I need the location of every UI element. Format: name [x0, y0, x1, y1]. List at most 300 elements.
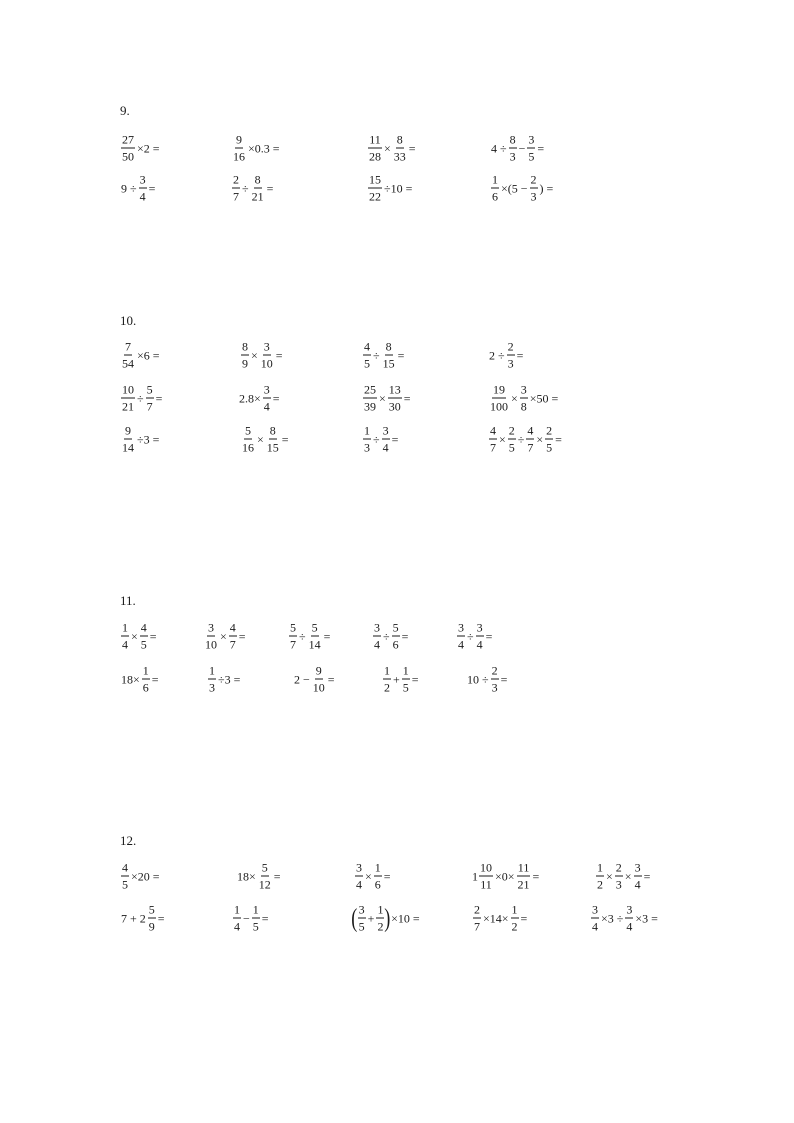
fraction [146, 384, 154, 413]
fraction-numerator: 4 [229, 620, 236, 635]
fraction-denominator: 15 [382, 356, 395, 371]
expression-text: = [643, 869, 651, 883]
fraction-numerator: 11 [369, 132, 381, 147]
fraction-denominator: 4 [382, 440, 389, 455]
expression-text: × [624, 869, 632, 883]
math-expression [372, 622, 409, 651]
fraction-denominator: 15 [266, 440, 279, 455]
expression-text: 4 ÷ [491, 141, 507, 155]
expression-text: ÷10 = [384, 181, 413, 195]
expression-text: = [532, 869, 540, 883]
fraction-numerator: 3 [634, 860, 641, 875]
fraction [121, 134, 135, 163]
fraction [368, 174, 382, 203]
fraction-numerator: 2 [546, 423, 553, 438]
expression-text: ) = [539, 181, 554, 195]
expression-text: = [273, 869, 281, 883]
expression-text: − [243, 911, 250, 925]
fraction-numerator: 2 [491, 663, 498, 678]
fraction-numerator: 13 [388, 382, 401, 397]
fraction [142, 665, 150, 694]
math-expression [240, 341, 284, 370]
math-expression [120, 665, 160, 694]
parenthesis: ) [384, 903, 391, 932]
expression-text: ÷ [467, 629, 474, 643]
fraction [233, 904, 241, 933]
fraction-denominator: 5 [364, 356, 370, 371]
fraction-numerator: 15 [369, 172, 381, 187]
fraction-numerator: 1 [142, 663, 149, 678]
expression-text: 7 + 2 [121, 911, 146, 925]
fraction-numerator: 1 [374, 860, 381, 875]
math-expression [120, 134, 161, 163]
fraction [376, 904, 384, 933]
math-expression [488, 425, 563, 454]
math-expression [120, 425, 160, 454]
expression-text: = [266, 181, 274, 195]
math-expression [236, 862, 282, 891]
math-expression [367, 134, 417, 163]
expression-text: = [155, 391, 163, 405]
fraction-denominator: 4 [139, 189, 146, 204]
fraction-numerator: 5 [148, 902, 155, 917]
expression-text: ×6 = [137, 348, 160, 362]
expression-text: ÷ [373, 432, 380, 446]
fraction-numerator: 4 [490, 423, 496, 438]
expression-text: × [499, 432, 506, 446]
fraction-denominator: 16 [242, 440, 254, 455]
fraction-numerator: 7 [125, 339, 131, 354]
fraction [382, 425, 390, 454]
expression-text: × [220, 629, 227, 643]
fraction-denominator: 6 [492, 189, 498, 204]
fraction [121, 862, 129, 891]
math-expression [231, 134, 281, 163]
expression-text: = [397, 348, 405, 362]
fraction [252, 904, 260, 933]
fraction-numerator: 5 [311, 620, 318, 635]
fraction-denominator: 2 [384, 680, 390, 695]
fraction [530, 174, 538, 203]
fraction-numerator: 10 [480, 860, 492, 875]
fraction [615, 862, 623, 891]
expression-text: ÷3 = [218, 672, 241, 686]
math-expression [352, 904, 421, 933]
expression-text: 2.8× [239, 391, 261, 405]
fraction [596, 862, 604, 891]
fraction-denominator: 50 [122, 149, 134, 164]
expression-text: 18× [237, 869, 256, 883]
fraction-denominator: 3 [509, 149, 516, 164]
fraction-denominator: 6 [374, 877, 381, 892]
expression-text: ×20 = [131, 869, 160, 883]
fraction-numerator: 1 [511, 902, 518, 917]
math-expression [293, 665, 336, 694]
fraction [121, 341, 135, 370]
fraction-numerator: 8 [509, 132, 516, 147]
math-expression [472, 862, 540, 891]
fraction [363, 341, 371, 370]
fraction-denominator: 4 [626, 919, 633, 934]
fraction-denominator: 4 [263, 399, 270, 414]
fraction-denominator: 7 [527, 440, 534, 455]
expression-text: = [411, 672, 419, 686]
fraction-denominator: 100 [490, 399, 508, 414]
fraction-denominator: 5 [140, 637, 147, 652]
fraction-denominator: 6 [142, 680, 149, 695]
fraction-denominator: 4 [592, 919, 598, 934]
fraction-numerator: 1 [234, 902, 240, 917]
fraction [388, 384, 402, 413]
fraction-numerator: 1 [122, 620, 128, 635]
fraction-denominator: 4 [476, 637, 483, 652]
math-expression [120, 622, 158, 651]
math-expression [362, 384, 412, 413]
expression-text: ÷ [299, 629, 306, 643]
fraction-numerator: 1 [402, 663, 409, 678]
expression-text: = [485, 629, 493, 643]
fraction-denominator: 33 [393, 149, 406, 164]
fraction [491, 174, 499, 203]
fraction-numerator: 8 [242, 339, 248, 354]
fraction [232, 134, 246, 163]
fraction-numerator: 9 [315, 663, 322, 678]
fraction-numerator: 3 [208, 620, 214, 635]
fraction-denominator: 11 [480, 877, 492, 892]
fraction [625, 904, 633, 933]
fraction-numerator: 3 [382, 423, 389, 438]
fraction-denominator: 10 [205, 637, 217, 652]
expression-text: = [391, 432, 399, 446]
fraction-numerator: 4 [140, 620, 147, 635]
fraction [260, 341, 274, 370]
math-expression [488, 341, 524, 370]
expression-text: = [261, 911, 269, 925]
fraction-numerator: 4 [364, 339, 370, 354]
math-expression [203, 622, 247, 651]
fraction-denominator: 3 [530, 189, 537, 204]
fraction-denominator: 4 [122, 637, 128, 652]
fraction-numerator: 2 [507, 339, 514, 354]
fraction [383, 665, 391, 694]
math-expression [456, 622, 493, 651]
fraction-denominator: 12 [258, 877, 271, 892]
math-expression [472, 904, 528, 933]
expression-text: ×0.3 = [248, 141, 280, 155]
expression-text: = [401, 629, 409, 643]
fraction-numerator: 1 [252, 902, 259, 917]
fraction-denominator: 54 [122, 356, 134, 371]
fraction [121, 622, 129, 651]
expression-text: = [272, 391, 280, 405]
math-expression [238, 384, 281, 413]
fraction-denominator: 14 [308, 637, 321, 652]
fraction [368, 134, 382, 163]
fraction-denominator: 3 [209, 680, 215, 695]
expression-text: × [131, 629, 138, 643]
expression-text: 2 − [294, 672, 310, 686]
expression-text: ×14× [483, 911, 509, 925]
fraction [634, 862, 642, 891]
fraction-numerator: 3 [374, 620, 380, 635]
fraction-numerator: 9 [125, 423, 131, 438]
fraction [121, 425, 135, 454]
fraction-denominator: 28 [369, 149, 381, 164]
fraction-numerator: 3 [358, 902, 365, 917]
fraction [355, 862, 363, 891]
expression-text: × [257, 432, 264, 446]
expression-text: = [555, 432, 562, 446]
fraction-denominator: 3 [364, 440, 370, 455]
fraction-denominator: 5 [528, 149, 535, 164]
fraction-numerator: 9 [236, 132, 242, 147]
fraction [393, 134, 407, 163]
fraction [140, 622, 148, 651]
expression-text: = [327, 672, 335, 686]
fraction-numerator: 3 [520, 382, 527, 397]
fraction [289, 622, 297, 651]
fraction [258, 862, 272, 891]
fraction-numerator: 5 [392, 620, 399, 635]
expression-text: = [500, 672, 508, 686]
fraction-numerator: 1 [384, 663, 390, 678]
fraction-denominator: 21 [122, 399, 134, 414]
fraction-denominator: 9 [242, 356, 248, 371]
math-expression [488, 384, 559, 413]
expression-text: ÷ [517, 432, 525, 446]
math-expression [362, 341, 405, 370]
fraction [520, 384, 528, 413]
fraction [479, 862, 493, 891]
fraction-numerator: 5 [146, 382, 153, 397]
fraction-numerator: 3 [626, 902, 633, 917]
fraction [241, 425, 255, 454]
expression-text: = [383, 869, 391, 883]
fraction-numerator: 2 [508, 423, 515, 438]
math-expression [288, 622, 331, 651]
fraction-numerator: 3 [528, 132, 535, 147]
fraction-denominator: 3 [491, 680, 498, 695]
expression-text: ×(5 − [501, 181, 528, 195]
fraction-denominator: 21 [517, 877, 530, 892]
expression-text: ×50 = [529, 391, 559, 405]
fraction-numerator: 2 [474, 902, 480, 917]
expression-text: = [149, 629, 157, 643]
fraction-denominator: 10 [312, 680, 325, 695]
expression-text: × [379, 391, 386, 405]
expression-text: ×3 = [635, 911, 658, 925]
math-expression [120, 862, 161, 891]
fraction [402, 665, 410, 694]
fraction [526, 425, 534, 454]
fraction [591, 904, 599, 933]
fraction-numerator: 3 [476, 620, 483, 635]
fraction-denominator: 16 [233, 149, 245, 164]
expression-text: + [367, 911, 375, 925]
fraction-numerator: 10 [122, 382, 134, 397]
fraction-numerator: 8 [254, 172, 261, 187]
fraction-numerator: 4 [527, 423, 534, 438]
fraction-denominator: 7 [474, 919, 480, 934]
fraction-numerator: 1 [597, 860, 603, 875]
expression-text: × [384, 141, 391, 155]
fraction [457, 622, 465, 651]
fraction-numerator: 1 [377, 902, 384, 917]
fraction [489, 384, 509, 413]
fraction-numerator: 2 [530, 172, 537, 187]
fraction [491, 665, 499, 694]
fraction-denominator: 22 [369, 189, 381, 204]
fraction-denominator: 5 [358, 919, 365, 934]
expression-text: = [157, 911, 165, 925]
fraction-denominator: 2 [597, 877, 603, 892]
fraction-numerator: 3 [263, 382, 270, 397]
question-number: 9. [120, 103, 130, 118]
fraction [139, 174, 147, 203]
fraction-numerator: 5 [261, 860, 268, 875]
fraction [251, 174, 265, 203]
fraction-denominator: 7 [233, 189, 239, 204]
fraction-denominator: 7 [146, 399, 153, 414]
fraction [312, 665, 326, 694]
expression-text: 2 ÷ [489, 348, 505, 362]
expression-text: = [516, 348, 524, 362]
fraction [121, 384, 135, 413]
math-expression [120, 384, 163, 413]
fraction-denominator: 7 [229, 637, 236, 652]
fraction-denominator: 21 [251, 189, 264, 204]
fraction [508, 425, 516, 454]
fraction-denominator: 4 [234, 919, 240, 934]
question-number: 12. [120, 833, 137, 848]
fraction-denominator: 4 [374, 637, 380, 652]
math-expression [231, 174, 274, 203]
math-expression [590, 904, 659, 933]
fraction-denominator: 4 [458, 637, 464, 652]
fraction-denominator: 5 [402, 680, 409, 695]
math-expression [232, 904, 270, 933]
fraction [507, 341, 515, 370]
expression-text: + [393, 672, 400, 686]
fraction [148, 904, 156, 933]
expression-text: ×3 ÷ [601, 911, 624, 925]
fraction [392, 622, 400, 651]
expression-text: × [365, 869, 372, 883]
fraction-denominator: 5 [546, 440, 553, 455]
fraction [476, 622, 484, 651]
fraction-denominator: 9 [148, 919, 155, 934]
question-number: 11. [120, 593, 136, 608]
expression-text: ÷ [383, 629, 390, 643]
expression-text: = [148, 181, 156, 195]
fraction-numerator: 3 [458, 620, 464, 635]
expression-text: × [251, 348, 258, 362]
expression-text: 10 ÷ [467, 672, 489, 686]
fraction [511, 904, 519, 933]
fraction [308, 622, 322, 651]
fraction-denominator: 39 [364, 399, 376, 414]
expression-text: = [520, 911, 528, 925]
fraction-denominator: 5 [508, 440, 515, 455]
math-expression [490, 174, 554, 203]
math-expression [382, 665, 420, 694]
math-expression [240, 425, 290, 454]
fraction-numerator: 3 [592, 902, 598, 917]
math-expression [595, 862, 651, 891]
fraction [489, 425, 497, 454]
math-expression [120, 904, 166, 933]
fraction [229, 622, 237, 651]
fraction-numerator: 4 [122, 860, 128, 875]
math-expression [367, 174, 413, 203]
question-number: 10. [120, 313, 137, 328]
fraction [545, 425, 553, 454]
fraction-numerator: 2 [615, 860, 622, 875]
fraction-denominator: 5 [252, 919, 259, 934]
fraction [382, 341, 396, 370]
math-expression [354, 862, 392, 891]
fraction-denominator: 3 [507, 356, 514, 371]
fraction-denominator: 5 [122, 877, 128, 892]
fraction-denominator: 14 [122, 440, 134, 455]
fraction [517, 862, 531, 891]
expression-text: × [606, 869, 613, 883]
expression-text: ÷3 = [137, 432, 160, 446]
fraction-denominator: 30 [388, 399, 401, 414]
fraction-numerator: 1 [209, 663, 215, 678]
fraction [232, 174, 240, 203]
expression-text: = [151, 672, 159, 686]
expression-text: × [511, 391, 518, 405]
fraction [358, 904, 366, 933]
fraction-denominator: 10 [260, 356, 273, 371]
expression-text: ×10 = [391, 911, 420, 925]
expression-text: ÷ [373, 348, 380, 362]
fraction-denominator: 8 [520, 399, 527, 414]
fraction [509, 134, 517, 163]
fraction-denominator: 7 [490, 440, 496, 455]
fraction [208, 665, 216, 694]
fraction-numerator: 1 [364, 423, 370, 438]
fraction [373, 622, 381, 651]
math-expression [120, 341, 161, 370]
expression-text: ×2 = [137, 141, 160, 155]
fraction-denominator: 3 [615, 877, 622, 892]
fraction-numerator: 19 [493, 382, 505, 397]
fraction [241, 341, 249, 370]
fraction-denominator: 4 [356, 877, 362, 892]
expression-text: = [537, 141, 545, 155]
fraction-numerator: 8 [385, 339, 392, 354]
fraction-numerator: 27 [122, 132, 134, 147]
fraction-denominator: 7 [290, 637, 296, 652]
fraction-numerator: 1 [492, 172, 498, 187]
expression-text: = [275, 348, 283, 362]
expression-text: × [536, 432, 544, 446]
fraction [527, 134, 535, 163]
expression-text: = [238, 629, 246, 643]
math-expression [362, 425, 399, 454]
expression-text: ×0× [495, 869, 515, 883]
math-expression [120, 174, 156, 203]
expression-text: = [281, 432, 289, 446]
fraction [266, 425, 280, 454]
fraction [363, 425, 371, 454]
expression-text: ÷ [242, 181, 249, 195]
math-expression [490, 134, 545, 163]
fraction [204, 622, 218, 651]
math-expression [207, 665, 241, 694]
